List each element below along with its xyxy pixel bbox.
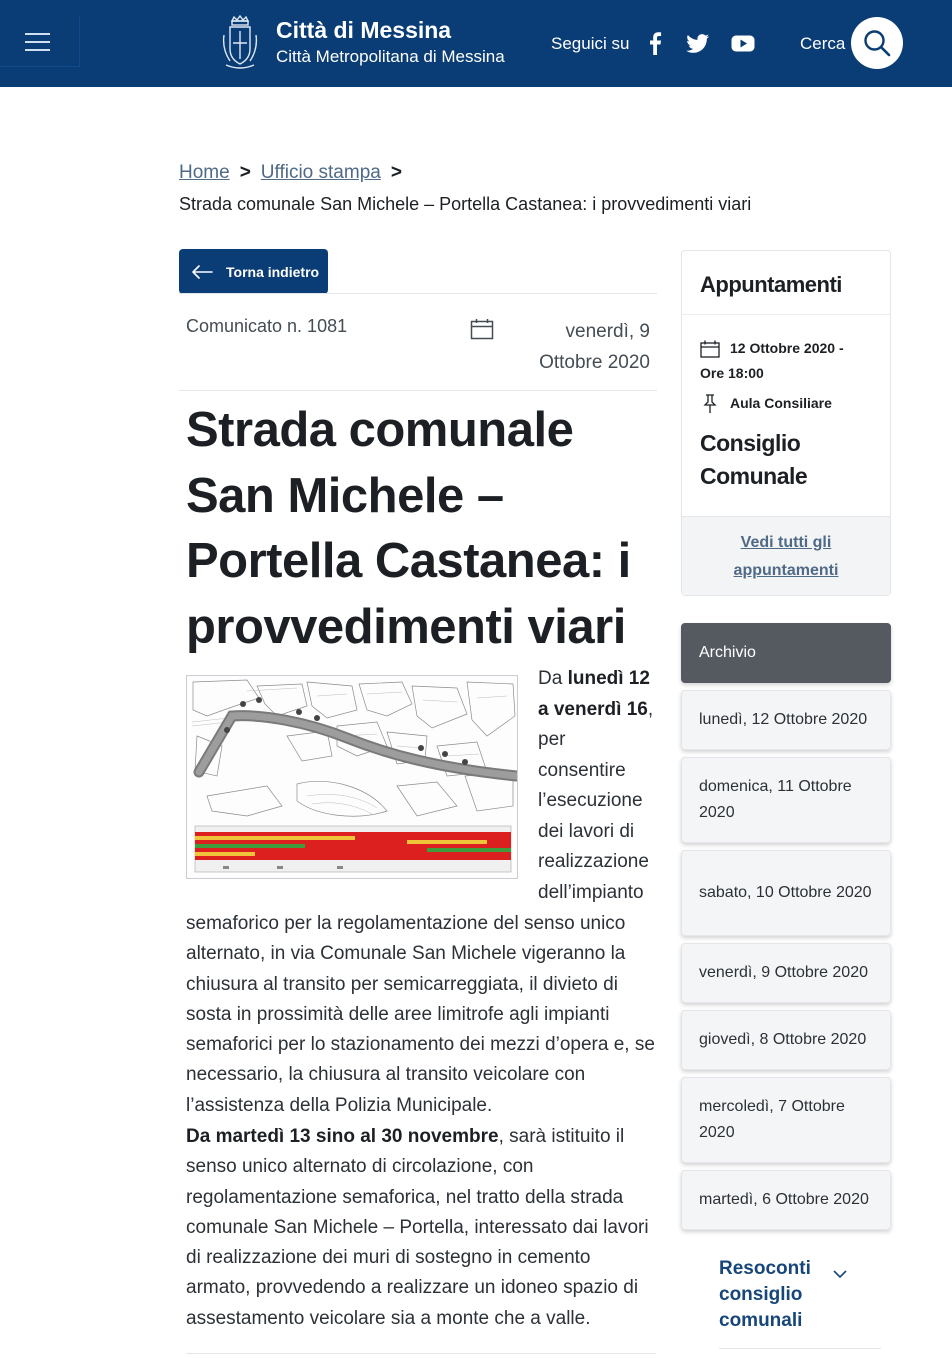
divider: [186, 1353, 656, 1354]
breadcrumb-separator: >: [239, 162, 251, 183]
pin-icon: [703, 394, 717, 414]
follow-label: Seguici su: [551, 34, 630, 53]
paragraph-continuation: semaforico per la regolamentazione del senso unico alternato, in via Comunale San Michele vigeranno la chiusura al transito per semicarreggiata, il divieto di sosta in prossimità delle aree limitrofe agli impianti semaforici per lo stazionamento dei mezzi d’opera e, se necessario, la chiusura al transito veicolare con l’assistenza della Polizia Municipale.: [186, 913, 655, 1116]
divider: [179, 390, 657, 391]
breadcrumb-current: Strada comunale San Michele – Portella Castanea: i provvedimenti viari: [179, 194, 752, 214]
appointment-name[interactable]: Consiglio Comunale: [700, 430, 808, 489]
paragraph-text: Da: [538, 668, 568, 689]
paragraph-bold-dates: lunedì 12 a venerdì 16: [538, 668, 650, 720]
article-title: Strada comunale San Michele – Portella Castanea: i provvedimenti viari: [186, 403, 631, 654]
breadcrumb-section-link[interactable]: Ufficio stampa: [260, 162, 381, 183]
resoconti-accordion[interactable]: Resoconti consiglio comunali: [719, 1258, 811, 1331]
article-map-image[interactable]: [186, 675, 518, 879]
breadcrumb: [179, 162, 412, 184]
facebook-icon[interactable]: [642, 30, 668, 56]
paragraph-intro: [538, 664, 658, 908]
archive-header[interactable]: Archivio: [681, 623, 891, 683]
site-subtitle: Città Metropolitana di Messina: [276, 47, 505, 66]
publication-date: venerdì, 9 Ottobre 2020: [539, 321, 650, 373]
twitter-icon[interactable]: [685, 30, 711, 56]
paragraph-second: [186, 1122, 656, 1334]
youtube-icon[interactable]: [730, 30, 756, 56]
see-all-appointments-link[interactable]: Vedi tutti gli appuntamenti: [733, 534, 839, 579]
archive-item[interactable]: giovedì, 8 Ottobre 2020: [681, 1010, 891, 1070]
archive-item[interactable]: martedì, 6 Ottobre 2020: [681, 1170, 891, 1230]
appointments-title: Appuntamenti: [700, 272, 842, 297]
paragraph-text: , sarà istituito il senso unico alternato di circolazione, con regolamentazione semaforica, nel tratto della strada comunale San Michele – Portella, interessato dai lavori di realizzazione dei muri di sostegno in cemento armato, provvedendo a realizzare un idoneo spazio di assestamento veicolare sia a monte che a valle.: [186, 1126, 649, 1329]
appointment-time: Ore 18:00: [700, 365, 764, 381]
paragraph-text: , per consentire l’esecuzione dei lavori di realizzazione dell’impianto: [538, 698, 654, 903]
site-title[interactable]: Città di Messina: [276, 17, 452, 43]
menu-box: [0, 15, 80, 67]
archive-item[interactable]: domenica, 11 Ottobre 2020: [681, 757, 891, 843]
arrow-left-icon: [191, 264, 213, 280]
archive-item[interactable]: mercoledì, 7 Ottobre 2020: [681, 1077, 891, 1163]
paragraph-bold-dates: Da martedì 13 sino al 30 novembre: [186, 1126, 499, 1147]
road-map-drawing: [187, 676, 517, 878]
back-button-label: Torna indietro: [226, 263, 320, 280]
divider: [179, 293, 657, 294]
appointments-footer: [682, 516, 890, 595]
appointment-date: 12 Ottobre 2020 -: [730, 340, 844, 356]
breadcrumb-separator: >: [390, 162, 402, 183]
search-label[interactable]: Cerca: [800, 34, 846, 53]
chevron-down-icon[interactable]: [832, 1269, 848, 1279]
city-crest-logo[interactable]: [220, 15, 260, 71]
archive-item[interactable]: lunedì, 12 Ottobre 2020: [681, 690, 891, 750]
hamburger-menu-icon[interactable]: [25, 33, 50, 51]
appointments-header: [682, 251, 890, 315]
site-header: [0, 0, 952, 87]
breadcrumb-home-link[interactable]: Home: [179, 162, 230, 183]
back-button[interactable]: [179, 249, 328, 294]
search-icon: [862, 28, 892, 58]
divider: [719, 1348, 881, 1349]
calendar-icon: [700, 340, 720, 358]
search-button[interactable]: [851, 17, 903, 69]
archive-item[interactable]: venerdì, 9 Ottobre 2020: [681, 943, 891, 1003]
archive-item[interactable]: sabato, 10 Ottobre 2020: [681, 850, 891, 936]
press-release-number: Comunicato n. 1081: [186, 316, 348, 336]
appointment-place: Aula Consiliare: [730, 395, 832, 411]
